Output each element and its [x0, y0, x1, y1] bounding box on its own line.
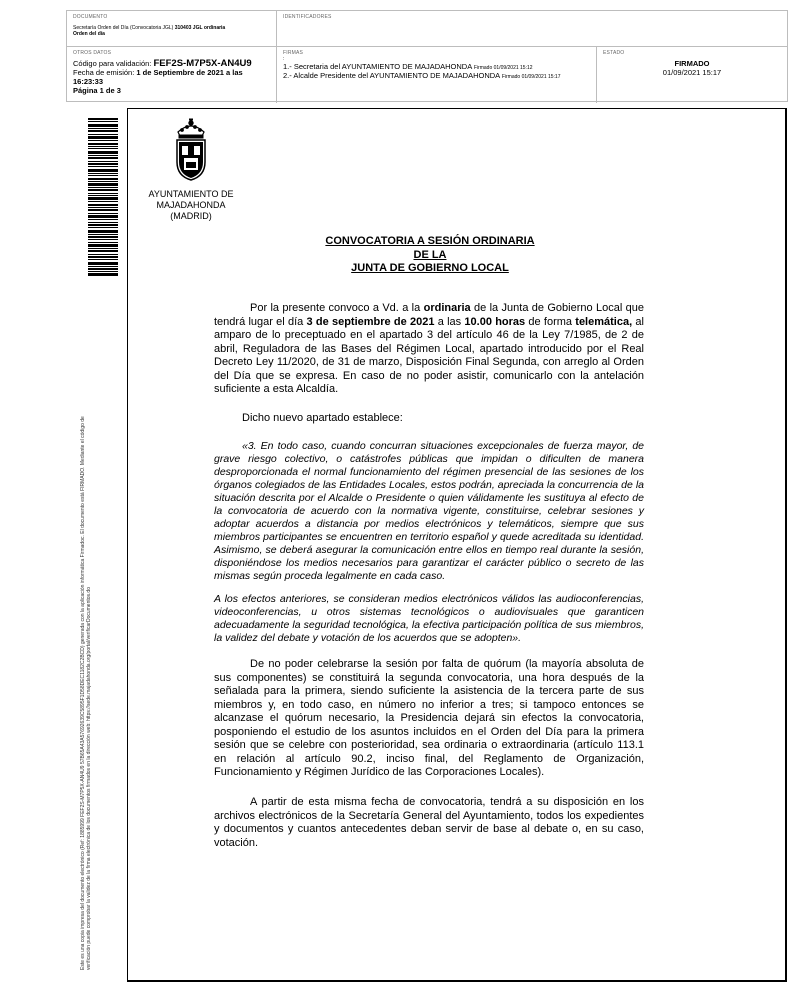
- paragraph-quorum: De no poder celebrarse la sesión por falta de quórum (la mayoría absoluta de sus componentes) se constituirá la segunda convocatoria, una hora después de la señalada para la primera, siendo suficiente la asistencia de la tercera parte de sus miembros y, en todo caso, en número no inferior a tres; si tampoco entonces se alcanzase el quórum necesario, la Presidencia dejará sin efectos la convocatoria, posponiendo el estudio de los asuntos incluidos en el Orden del Día para la primera sesión que se celebre con posterioridad, sea ordinaria o extraordinaria (artículo 113.1 en relación al artículo 90.2, inciso final, del Reglamento de Organización, Funcionamiento y Régimen Jurídico de las Corporaciones Locales).: [214, 658, 644, 778]
- p1-t3: a las: [434, 315, 465, 328]
- quote-efectos: A los efectos anteriores, se consideran medios electrónicos válidos las audioconferencias, videoconferencias, u otros sistemas tecnológicos o audiovisuales que garanticen adecuadamente la seguridad tecnológica, la efectiva participación política de sus miembros, la validez del debate y votación de los acuerdos que se adopten».: [214, 593, 644, 644]
- org-line-1: AYUNTAMIENTO DE: [148, 189, 234, 199]
- p1-t1: Por la presente convoco a Vd. a la: [250, 302, 424, 314]
- title-line-2: DE LA: [413, 248, 447, 261]
- estado-date: 01/09/2021 15:17: [662, 68, 722, 77]
- fecha-label: Fecha de emisión:: [73, 68, 135, 77]
- firma-1-date: Firmado 01/09/2021 15:12: [473, 65, 533, 71]
- side-text-line-1: Este es una copia impresa del documento electrónico (Ref: 1885999 FEF2S-M7P5X-AN4U9 57B65A43A57692639C5895F1D58DEC1182C2BCD) generada con la aplicación informática Firmadoc. El documento está FIRMADO. Mediante el código de: [80, 416, 86, 970]
- estado-value: FIRMADO: [674, 59, 710, 68]
- p1-b2: 3 de septiembre de 2021: [306, 315, 435, 328]
- org-line-2: MAJADAHONDA: [156, 200, 226, 210]
- firma-2-date: Firmado 01/09/2021 15:17: [501, 74, 561, 80]
- paragraph-disposicion: A partir de esta misma fecha de convocatoria, tendrá a su disposición en los archivos electrónicos de la Secretaría General del Ayuntamiento, todos los expedientes y documentos y cuantos antecedentes deban servir de base al debate o, en su caso, votación.: [214, 796, 644, 849]
- p1-b4: telemática,: [575, 315, 633, 328]
- documento-label: DOCUMENTO: [73, 14, 108, 20]
- paragraph-dicho-apartado: Dicho nuevo apartado establece:: [242, 412, 403, 424]
- paragraph-convocatoria: [214, 302, 644, 397]
- p1-t2: de la Junta de Gobierno Local que tendrá lugar el día: [214, 302, 644, 328]
- identificadores-label: IDENTIFICADORES: [283, 14, 332, 20]
- firma-1: [283, 62, 590, 71]
- codigo-validacion: [73, 59, 270, 68]
- identificadores-cell: [277, 11, 787, 47]
- document-title: [290, 235, 570, 276]
- pagina-indicator: Página 1 de 3: [73, 86, 121, 95]
- fecha-value: 1 de Septiembre de 2021 a las 16:23:33: [73, 68, 243, 86]
- title-line-1: CONVOCATORIA A SESIÓN ORDINARIA: [325, 235, 535, 247]
- firma-2-name: 2.- Alcalde Presidente del AYUNTAMIENTO DE MAJADAHONDA: [283, 71, 500, 80]
- documento-line1-strong: 310403 JGL ordinaria: [174, 25, 226, 31]
- firma-2: [283, 71, 590, 80]
- p1-b3: 10.00 horas: [464, 315, 526, 328]
- organization-name: [140, 189, 242, 222]
- p1-b1: ordinaria: [423, 302, 471, 314]
- firmas-label: FIRMAS: [283, 50, 304, 56]
- p1-t4: de forma: [525, 315, 576, 328]
- side-verification-text: [80, 416, 92, 970]
- title-line-3: JUNTA DE GOBIERNO LOCAL: [351, 262, 509, 274]
- fecha-emision: [73, 68, 270, 86]
- document-metadata-header: [66, 10, 788, 102]
- documento-line2: Orden del día: [73, 31, 105, 37]
- otros-datos-label: OTROS DATOS: [73, 50, 112, 56]
- documento-line1-prefix: Secretaría Orden del Día (Convocatoria JGL): [73, 25, 174, 31]
- quote-article-3: «3. En todo caso, cuando concurran situaciones excepcionales de fuerza mayor, de grave riesgo colectivo, o catástrofes públicas que impidan o dificulten de manera desproporcionada el normal funcionamiento del régimen presencial de las sesiones de los órganos colegiados de las Entidades Locales, estos podrán, apreciada la concurrencia de la situación descrita por el Alcalde o Presidente o quien válidamente les sustituya al efecto de la convocatoria de acuerdo con la normativa vigente, constituirse, celebrar sesiones y adoptar acuerdos a distancia por medios electrónicos y telemáticos, siempre que sus miembros participantes se encuentren en territorio español y quede acreditada su identidad. Asimismo, se deberá asegurar la comunicación entre ellos en tiempo real durante la sesión, disponiéndose los medios necesarios para garantizar el carácter público o secreto de las mismas según proceda legalmente en cada caso.: [214, 440, 644, 582]
- firmas-cell: [277, 47, 597, 103]
- codigo-value: FEF2S-M7P5X-AN4U9: [153, 58, 252, 69]
- barcode-graphic: [88, 118, 118, 276]
- otros-datos-cell: [67, 47, 277, 103]
- firmas-colon: :: [283, 56, 285, 62]
- estado-label: ESTADO: [603, 50, 625, 56]
- p1-t5: al amparo de lo preceptuado en el apartado 3 del artículo 46 de la Ley 7/1985, de 2 de abril, Reguladora de las Bases del Régimen Local, apartado introducido por el Real Decreto Ley 11/2020, de 31 de marzo, Disposición Final Segunda, con arreglo al Orden del Día que se expresa. En caso de no poder asistir, comunicarlo con la antelación suficiente a esta Alcaldía.: [214, 315, 644, 395]
- documento-cell: [67, 11, 277, 47]
- codigo-label: Código para validación:: [73, 59, 152, 68]
- estado-cell: [597, 47, 787, 103]
- firma-1-name: 1.- Secretaria del AYUNTAMIENTO DE MAJADAHONDA: [283, 62, 472, 71]
- municipal-crest-icon: [170, 118, 212, 182]
- side-text-line-2: verificación puede comprobar la validez de la firma electrónica de los documentos firmados en la dirección web: https://sede.majadahonda.org/portal/verificarDocumentos.do: [86, 587, 92, 970]
- org-line-3: (MADRID): [170, 211, 212, 221]
